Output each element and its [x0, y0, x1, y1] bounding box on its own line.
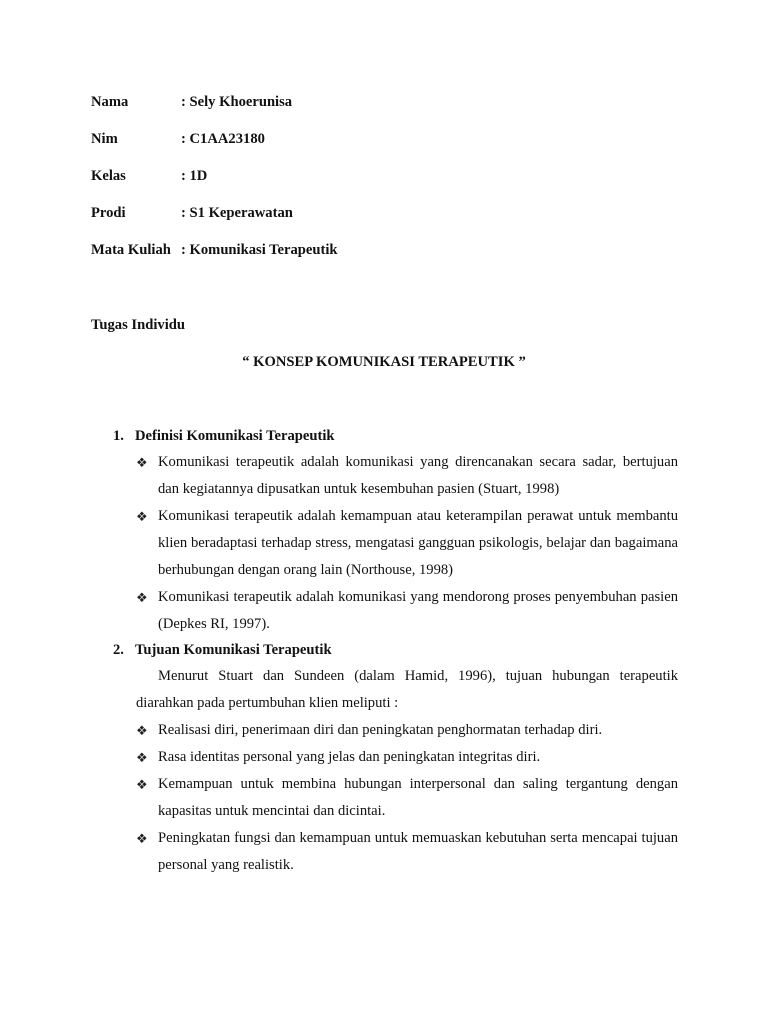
list-item-text: Realisasi diri, penerimaan diri dan peningkatan penghormatan terhadap diri. — [158, 722, 603, 738]
section-intro-paragraph: Menurut Stuart dan Sundeen (dalam Hamid, 1996), tujuan hubungan terapeutik diarahkan pada pertumbuhan klien meliputi : — [136, 668, 678, 711]
list-item-text: Rasa identitas personal yang jelas dan peningkatan integritas diri. — [158, 749, 541, 765]
list-item-text: Peningkatan fungsi dan kemampuan untuk memuaskan kebutuhan serta mencapai tujuan personal yang realistik. — [158, 830, 678, 873]
info-label: Nim — [91, 131, 118, 147]
diamond-bullet-icon: ❖ — [136, 831, 148, 846]
section-heading-tujuan — [113, 641, 332, 659]
diamond-bullet-icon: ❖ — [136, 723, 148, 738]
section-title: Definisi Komunikasi Terapeutik — [135, 428, 335, 444]
info-row-nama — [91, 93, 292, 111]
diamond-bullet-icon: ❖ — [136, 750, 148, 765]
info-label: Prodi — [91, 205, 126, 221]
list-item — [136, 717, 678, 744]
diamond-bullet-icon: ❖ — [136, 455, 148, 470]
info-value: : 1D — [181, 168, 208, 184]
info-row-prodi — [91, 204, 293, 222]
info-label: Kelas — [91, 168, 126, 184]
list-item-text: Komunikasi terapeutik adalah komunikasi yang mendorong proses penyembuhan pasien (Depkes RI, 1997). — [158, 589, 678, 632]
info-value: : C1AA23180 — [181, 131, 265, 147]
section-heading-definisi — [113, 427, 335, 445]
info-value: : Komunikasi Terapeutik — [181, 242, 338, 258]
info-row-nim — [91, 130, 265, 148]
info-value: : S1 Keperawatan — [181, 205, 293, 221]
info-label: Nama — [91, 94, 129, 110]
section-number: 2. — [113, 642, 124, 658]
info-label: Mata Kuliah — [91, 242, 171, 258]
document-title: “ KONSEP KOMUNIKASI TERAPEUTIK ” — [242, 354, 526, 370]
list-item-text: Kemampuan untuk membina hubungan interpersonal dan saling tergantung dengan kapasitas untuk mencintai dan dicintai. — [158, 776, 678, 819]
list-item — [136, 771, 678, 825]
info-row-mata-kuliah — [91, 241, 338, 259]
list-item — [136, 503, 678, 584]
info-value: : Sely Khoerunisa — [181, 94, 293, 110]
list-item-text: Komunikasi terapeutik adalah kemampuan atau keterampilan perawat untuk membantu klien beradaptasi terhadap stress, mengatasi gangguan psikologis, belajar dan bagaimana berhubungan dengan orang lain (Northouse, 1998) — [158, 508, 678, 578]
list-item — [136, 449, 678, 503]
assignment-label: Tugas Individu — [91, 317, 185, 333]
section-number: 1. — [113, 428, 124, 444]
diamond-bullet-icon: ❖ — [136, 509, 148, 524]
diamond-bullet-icon: ❖ — [136, 590, 148, 605]
list-item — [136, 584, 678, 638]
list-item — [136, 825, 678, 879]
info-row-kelas — [91, 167, 207, 185]
list-item — [136, 744, 678, 771]
section-title: Tujuan Komunikasi Terapeutik — [135, 642, 332, 658]
diamond-bullet-icon: ❖ — [136, 777, 148, 792]
list-item-text: Komunikasi terapeutik adalah komunikasi yang direncanakan secara sadar, bertujuan dan kegiatannya dipusatkan untuk kesembuhan pasien (Stuart, 1998) — [158, 454, 678, 497]
